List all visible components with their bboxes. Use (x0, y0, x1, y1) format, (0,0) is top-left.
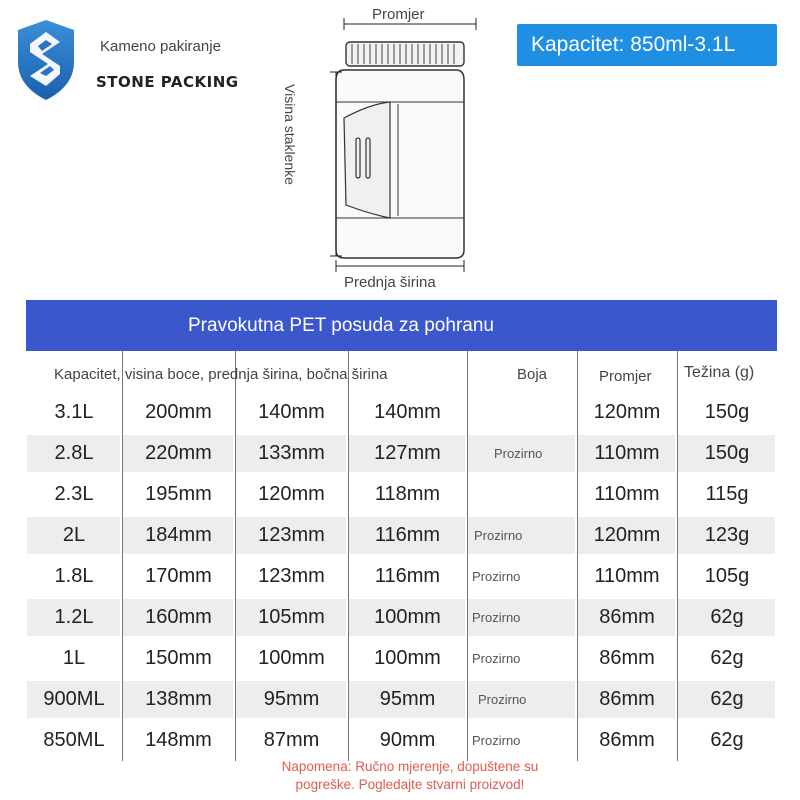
cell-diameter: 86mm (599, 688, 655, 710)
cell-height: 170mm (145, 565, 212, 587)
cell-height: 200mm (145, 401, 212, 423)
cell-height: 195mm (145, 483, 212, 505)
note-line-1: Napomena: Ručno mjerenje, dopuštene su (281, 759, 539, 774)
cell-capacity: 1L (62, 647, 86, 669)
cell-diameter: 110mm (594, 483, 660, 505)
cell-color: Prozirno (472, 733, 521, 748)
table-row (26, 474, 777, 515)
cell-side: 118mm (374, 483, 441, 505)
table-row (26, 433, 777, 474)
cell-front: 95mm (263, 688, 320, 710)
cell-weight: 123g (704, 524, 750, 546)
table-title: Pravokutna PET posuda za pohranu (188, 315, 494, 336)
spec-table (26, 300, 777, 762)
cell-color (480, 474, 580, 515)
cell-diameter: 86mm (599, 606, 655, 628)
cell-diameter: 86mm (599, 647, 655, 669)
cell-side: 90mm (379, 729, 436, 751)
cell-color: Prozirno (472, 569, 521, 584)
header-diameter: Promjer (599, 368, 652, 385)
cell-weight: 105g (704, 565, 750, 587)
cell-color: Prozirno (478, 692, 527, 707)
capacity-badge: Kapacitet: 850ml-3.1L (517, 24, 777, 66)
cell-diameter: 120mm (593, 401, 661, 423)
table-row (26, 638, 777, 679)
header-weight: Težina (g) (684, 364, 755, 381)
cell-front: 100mm (258, 647, 325, 669)
cell-weight: 62g (710, 729, 744, 751)
cell-capacity: 2.8L (54, 442, 94, 464)
header-color: Boja (517, 366, 548, 383)
front-width-label: Prednja širina (344, 274, 436, 291)
diameter-label: Promjer (372, 6, 425, 23)
cell-height: 184mm (145, 524, 212, 546)
cell-side: 116mm (374, 565, 441, 587)
shield-logo-icon (16, 18, 76, 102)
cell-color: Prozirno (472, 651, 521, 666)
cell-capacity: 1.2L (54, 606, 94, 628)
cell-front: 123mm (258, 565, 325, 587)
table-row (26, 679, 777, 720)
table-row (26, 392, 777, 433)
table-row (26, 720, 777, 761)
cell-front: 123mm (258, 524, 325, 546)
cell-side: 100mm (374, 606, 441, 628)
cell-capacity: 900ML (43, 688, 105, 710)
table-row (26, 556, 777, 597)
brand-subtitle: Kameno pakiranje (100, 38, 221, 55)
cell-capacity: 2.3L (54, 483, 94, 505)
cell-weight: 150g (704, 401, 750, 423)
cell-color (480, 392, 580, 433)
cell-height: 160mm (145, 606, 212, 628)
table-row (26, 515, 777, 556)
cell-side: 116mm (374, 524, 441, 546)
cell-weight: 62g (710, 606, 744, 628)
cell-front: 105mm (258, 606, 325, 628)
cell-front: 140mm (258, 401, 325, 423)
cell-side: 95mm (379, 688, 436, 710)
cell-front: 120mm (258, 483, 325, 505)
cell-weight: 150g (704, 442, 750, 464)
cell-height: 220mm (145, 442, 212, 464)
measurement-note (240, 758, 580, 794)
bottle-diagram (280, 0, 480, 300)
cell-side: 127mm (374, 442, 441, 464)
note-line-2: pogreške. Pogledajte stvarni proizvod! (295, 777, 525, 792)
cell-weight: 62g (710, 647, 744, 669)
cell-side: 100mm (374, 647, 441, 669)
cell-height: 150mm (145, 647, 212, 669)
cell-front: 87mm (263, 729, 320, 751)
brand-name: STONE PACKING (96, 73, 239, 91)
cell-capacity: 2L (62, 524, 86, 546)
cell-color: Prozirno (472, 610, 521, 625)
cell-side: 140mm (374, 401, 441, 423)
cell-diameter: 110mm (594, 565, 660, 587)
cell-height: 138mm (145, 688, 212, 710)
cell-diameter: 86mm (599, 729, 655, 751)
brand-logo (16, 18, 76, 102)
cell-weight: 115g (705, 483, 749, 505)
cell-capacity: 3.1L (54, 401, 94, 423)
header-combined: Kapacitet, visina boce, prednja širina, bočna širina (54, 366, 388, 383)
cell-front: 133mm (258, 442, 325, 464)
cell-diameter: 120mm (593, 524, 661, 546)
height-label: Visina staklenke (282, 84, 298, 185)
cell-height: 148mm (145, 729, 212, 751)
cell-diameter: 110mm (594, 442, 660, 464)
cell-capacity: 850ML (43, 729, 105, 751)
table-title-bar (26, 300, 777, 351)
cell-color: Prozirno (494, 446, 543, 461)
cell-weight: 62g (710, 688, 744, 710)
cell-capacity: 1.8L (54, 565, 94, 587)
cell-color: Prozirno (474, 528, 523, 543)
table-row (26, 597, 777, 638)
